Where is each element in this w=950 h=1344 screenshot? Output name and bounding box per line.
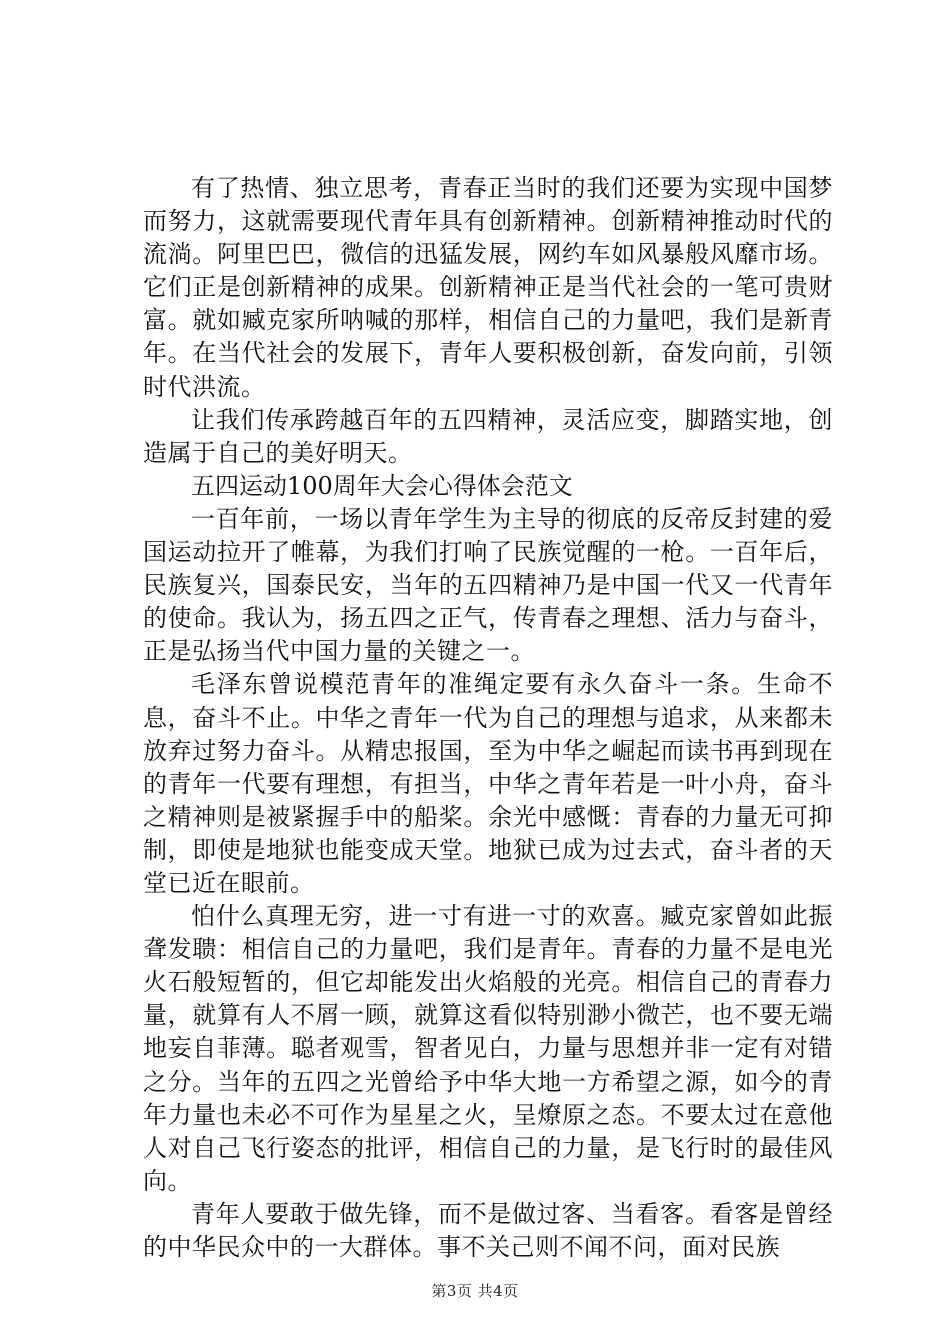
paragraph-struggle: 毛泽东曾说模范青年的准绳定要有永久奋斗一条。生命不息，奋斗不止。中华之青年一代为自己的理想与追求，从来都未放弃过努力奋斗。从精忠报国，至为中华之崛起而读书再到现在的青年一代要有理想，有担当，中华之青年若是一叶小舟，奋斗之精神则是被紧握手中的船桨。余光中感慨：青春的力量无可抑制，即使是地狱也能变成天堂。地狱已成为过去式，奋斗者的天堂已近在眼前。 [143, 670, 833, 897]
paragraph-innovation: 有了热情、独立思考，青春正当时的我们还要为实现中国梦而努力，这就需要现代青年具有创新精神。创新精神推动时代的流淌。阿里巴巴，微信的迅猛发展，网约车如风暴般风靡市场。它们正是创新精神的成果。创新精神正是当代社会的一笔可贵财富。就如臧克家所呐喊的那样，相信自己的力量吧，我们是新青年。在当代社会的发展下，青年人要积极创新，奋发向前，引领时代洪流。 [143, 174, 833, 401]
section-title: 五四运动100周年大会心得体会范文 [191, 471, 573, 500]
document-body [143, 172, 833, 1264]
page-footer: 第3页 共4页 [431, 1282, 519, 1300]
paragraph-inherit-spirit: 让我们传承跨越百年的五四精神，灵活应变，脚踏实地，创造属于自己的美好明天。 [143, 405, 833, 467]
paragraph-hundred-years: 一百年前，一场以青年学生为主导的彻底的反帝反封建的爱国运动拉开了帷幕，为我们打响了民族觉醒的一枪。一百年后，民族复兴，国泰民安，当年的五四精神乃是中国一代又一代青年的使命。我认为，扬五四之正气，传青春之理想、活力与奋斗，正是弘扬当代中国力量的关键之一。 [143, 504, 833, 666]
paragraph-truth: 怕什么真理无穷，进一寸有进一寸的欢喜。臧克家曾如此振聋发聩：相信自己的力量吧，我们是青年。青春的力量不是电光火石般短暂的，但它却能发出火焰般的光亮。相信自己的青春力量，就算有人不屑一顾，就算这看似特别渺小微芒，也不要无端地妄自菲薄。聪者观雪，智者见白，力量与思想并非一定有对错之分。当年的五四之光曾给予中华大地一方希望之源，如今的青年力量也未必不可作为星星之火，呈燎原之态。不要太过在意他人对自己飞行姿态的批评，相信自己的力量，是飞行时的最佳风向。 [143, 902, 833, 1195]
paragraph-pioneer: 青年人要敢于做先锋，而不是做过客、当看客。看客是曾经的中华民众中的一大群体。事不关己则不闻不问，面对民族 [143, 1199, 833, 1261]
